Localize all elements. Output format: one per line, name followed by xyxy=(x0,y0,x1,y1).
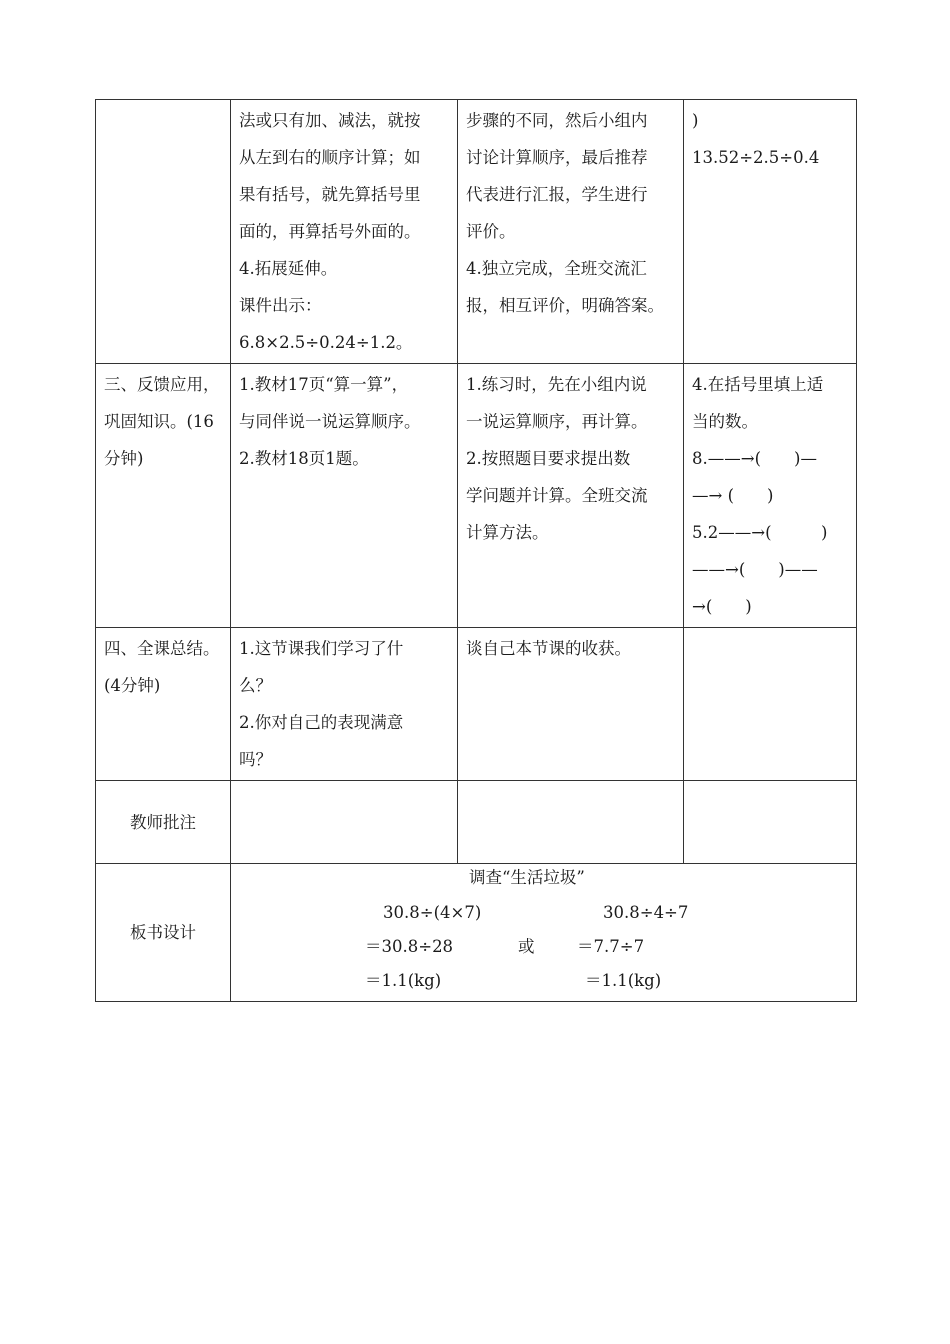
board-left-line: ＝30.8÷28 xyxy=(365,937,454,956)
text-line: 巩固知识。(16 xyxy=(104,412,214,431)
text-line: 四、全课总结。 xyxy=(104,639,220,658)
text-line: 从左到右的顺序计算；如 xyxy=(239,148,421,167)
board-right-line: 30.8÷4÷7 xyxy=(603,903,689,922)
annotation-cell xyxy=(458,781,684,864)
teacher-activity-cell xyxy=(231,364,458,628)
student-activity-cell xyxy=(458,628,684,781)
text-line: 么？ xyxy=(239,676,272,695)
board-right-line: ＝1.1(kg) xyxy=(585,971,662,990)
board-design xyxy=(231,864,857,1002)
text-line: 法或只有加、减法，就按 xyxy=(239,111,421,130)
text-line: 13.52÷2.5÷0.4 xyxy=(692,148,820,167)
exercise-cell xyxy=(684,628,857,781)
text-line: 1.练习时，先在小组内说 xyxy=(466,375,647,394)
table-row xyxy=(96,364,857,628)
annotation-cell xyxy=(684,781,857,864)
text-line: 讨论计算顺序，最后推荐 xyxy=(466,148,648,167)
text-line: 三、反馈应用， xyxy=(104,375,220,394)
text-line: 面的，再算括号外面的。 xyxy=(239,222,421,241)
text-line: 吗？ xyxy=(239,750,272,769)
text-line: 4.拓展延伸。 xyxy=(239,259,338,278)
exercise-cell xyxy=(684,100,857,364)
annotation-cell xyxy=(231,781,458,864)
student-activity-cell xyxy=(458,364,684,628)
text-line: 分钟) xyxy=(104,449,144,468)
annotation-label: 教师批注 xyxy=(96,781,231,864)
text-line: 1.这节课我们学习了什 xyxy=(239,639,404,658)
student-activity-cell xyxy=(458,100,684,364)
text-line: (4分钟) xyxy=(104,676,161,695)
table-row xyxy=(96,100,857,364)
text-line: 8.——→( )— xyxy=(692,449,817,468)
annotation-row xyxy=(96,781,857,864)
stage-cell xyxy=(96,100,231,364)
exercise-cell xyxy=(684,364,857,628)
table-row xyxy=(96,628,857,781)
text-line: 2.按照题目要求提出数 xyxy=(466,449,631,468)
text-line: 4.独立完成，全班交流汇 xyxy=(466,259,647,278)
stage-cell xyxy=(96,364,231,628)
text-line: 步骤的不同，然后小组内 xyxy=(466,111,648,130)
text-line: 学问题并计算。全班交流 xyxy=(466,486,648,505)
text-line: —→ ( ) xyxy=(692,486,774,505)
text-line: 2.你对自己的表现满意 xyxy=(239,713,404,732)
board-label: 板书设计 xyxy=(96,864,231,1002)
board-left-line: ＝1.1(kg) xyxy=(365,971,442,990)
text-line: 果有括号，就先算括号里 xyxy=(239,185,421,204)
board-row xyxy=(96,864,857,1002)
text-line: →( ) xyxy=(692,597,752,616)
text-line: 代表进行汇报，学生进行 xyxy=(466,185,648,204)
text-line: 报，相互评价，明确答案。 xyxy=(466,296,664,315)
text-line: ) xyxy=(692,111,699,130)
text-line: 评价。 xyxy=(466,222,516,241)
text-line: 6.8×2.5÷0.24÷1.2。 xyxy=(239,333,413,352)
teacher-activity-cell xyxy=(231,628,458,781)
text-line: 课件出示： xyxy=(239,296,322,315)
teacher-activity-cell xyxy=(231,100,458,364)
stage-cell xyxy=(96,628,231,781)
board-right-line: ＝7.7÷7 xyxy=(577,937,645,956)
text-line: 一说运算顺序，再计算。 xyxy=(466,412,648,431)
text-line: 与同伴说一说运算顺序。 xyxy=(239,412,421,431)
text-line: 计算方法。 xyxy=(466,523,549,542)
text-line: ——→( )—— xyxy=(692,560,818,579)
lesson-plan-table xyxy=(95,99,857,1002)
text-line: 谈自己本节课的收获。 xyxy=(466,639,631,658)
text-line: 2.教材18页1题。 xyxy=(239,449,369,468)
board-or: 或 xyxy=(518,937,535,956)
text-line: 4.在括号里填上适 xyxy=(692,375,824,394)
text-line: 当的数。 xyxy=(692,412,758,431)
board-left-line: 30.8÷(4×7) xyxy=(383,903,482,922)
text-line: 1.教材17页“算一算”， xyxy=(239,375,409,394)
board-title: 调查“生活垃圾” xyxy=(469,868,585,887)
text-line: 5.2——→( ) xyxy=(692,523,828,542)
